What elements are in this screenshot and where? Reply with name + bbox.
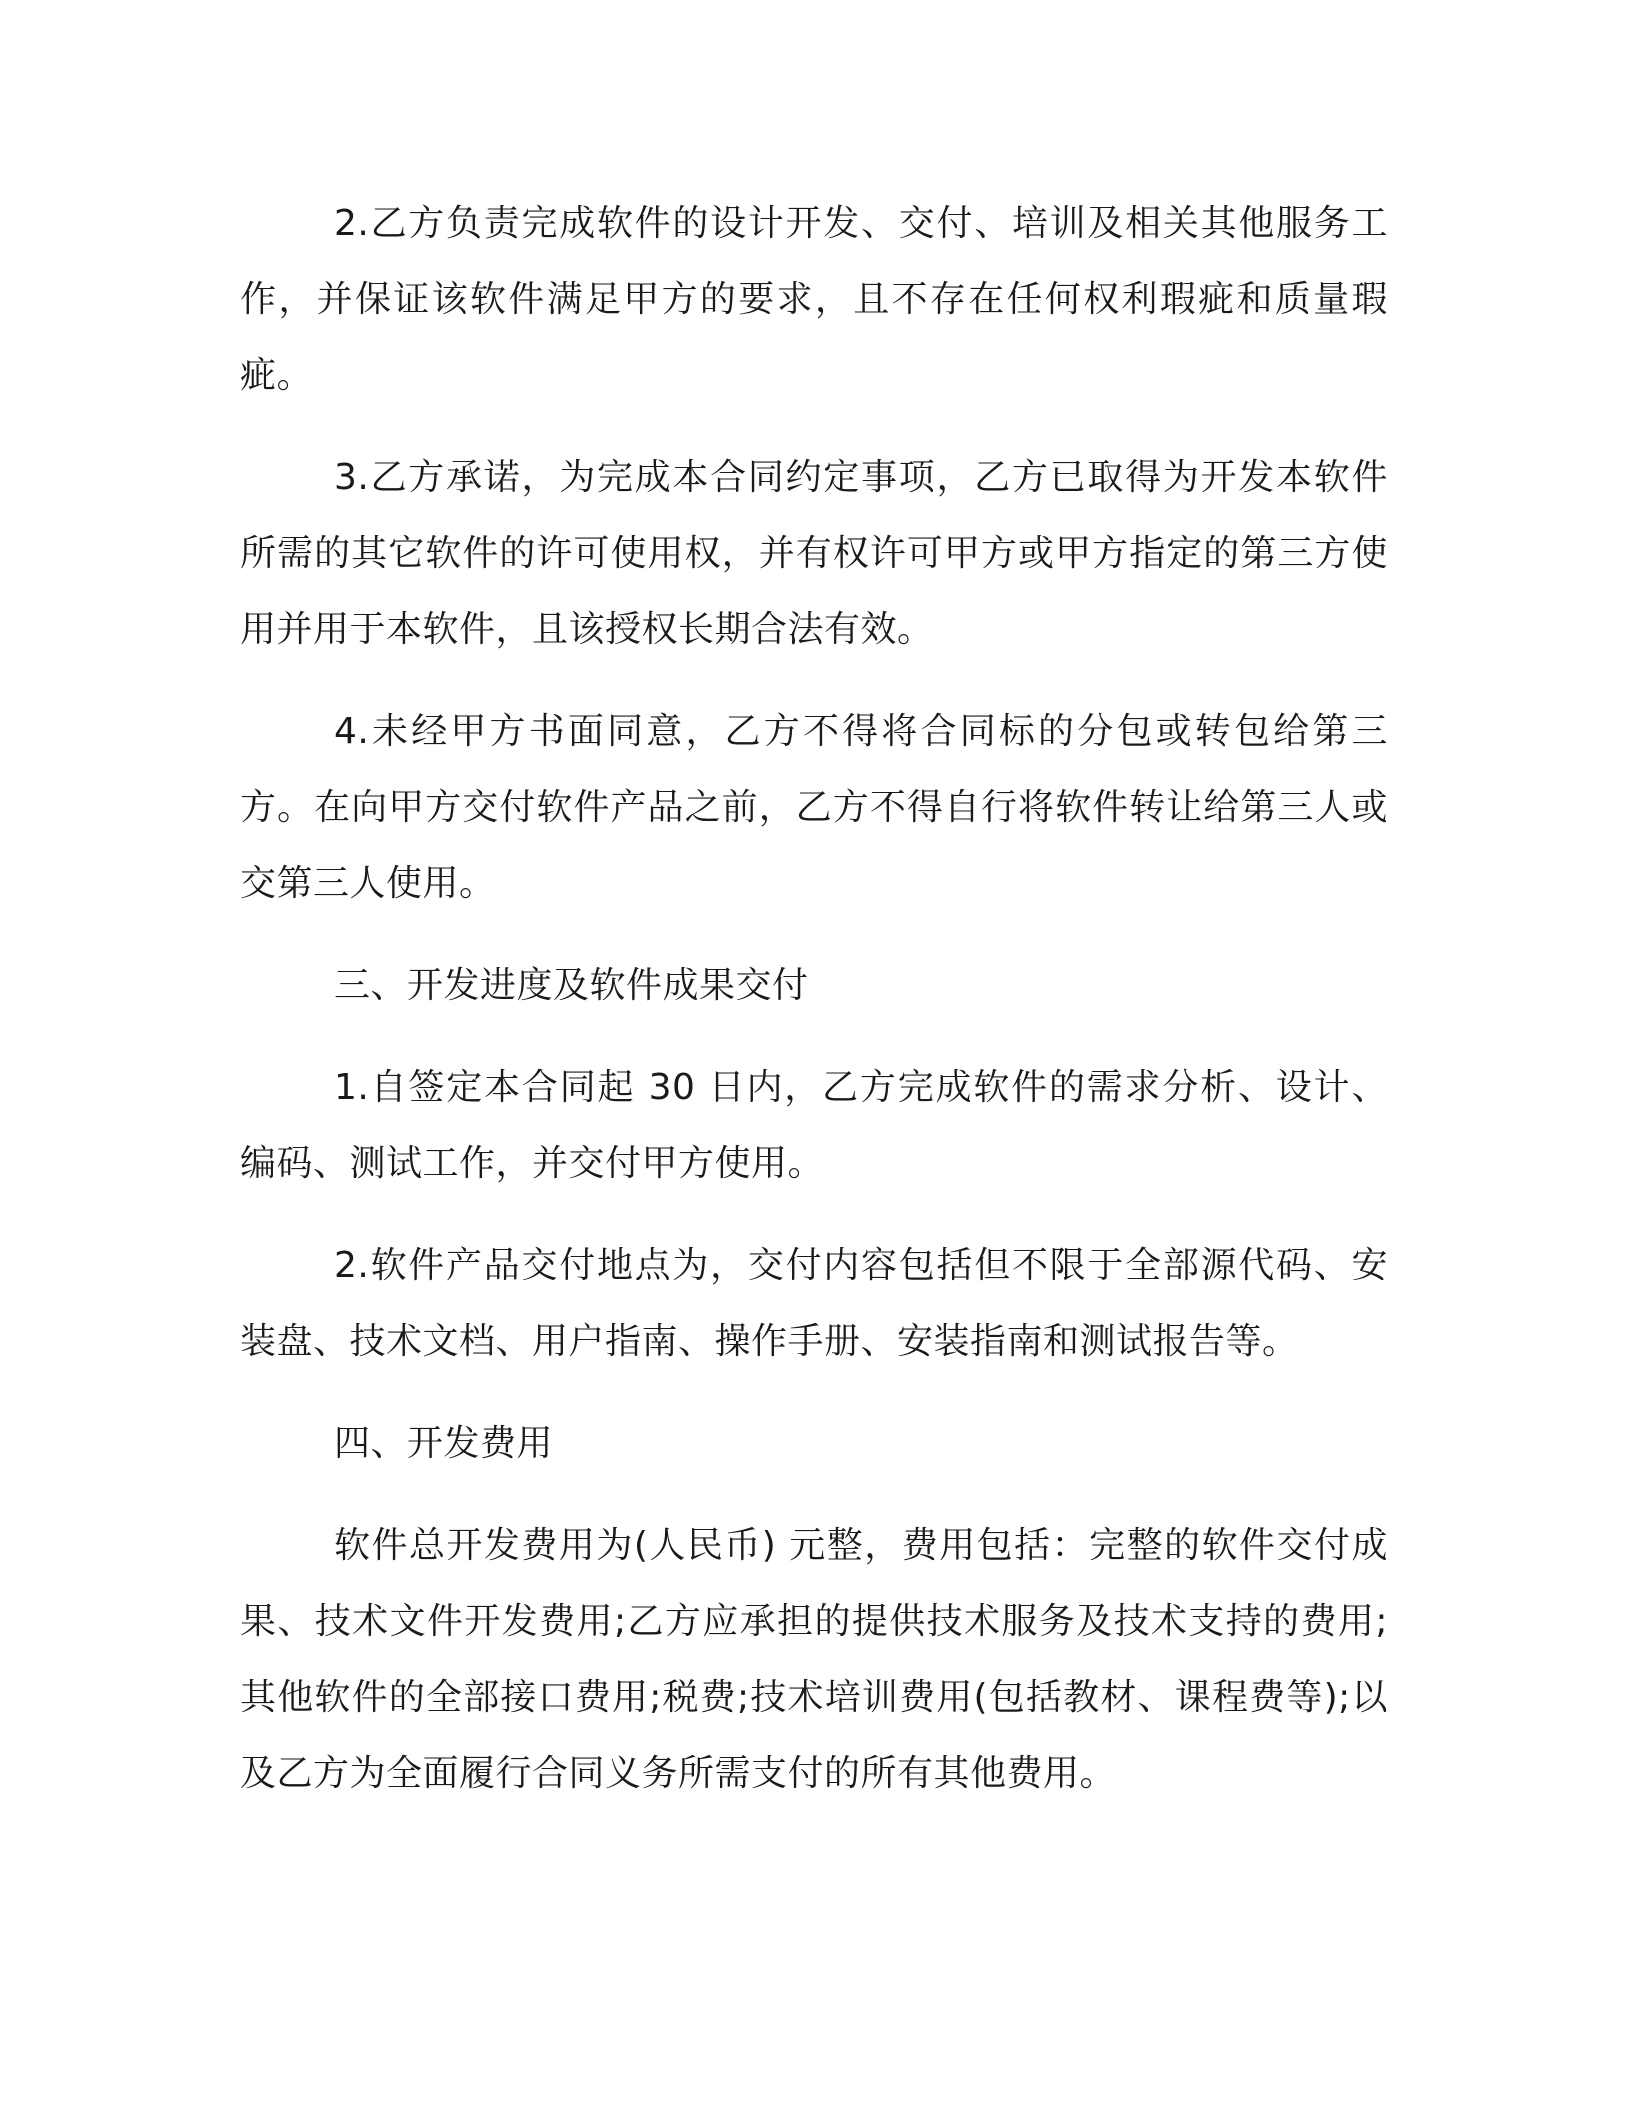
document-body — [240, 186, 1388, 1838]
section-heading-4: 四、开发费用 — [334, 1423, 554, 1464]
paragraph-schedule-2: 2.软件产品交付地点为，交付内容包括但不限于全部源代码、安装盘、技术文档、用户指南、操作手册、安装指南和测试报告等。 — [240, 1245, 1388, 1362]
paragraph-fees: 软件总开发费用为(人民币) 元整，费用包括：完整的软件交付成果、技术文件开发费用;乙方应承担的提供技术服务及技术支持的费用;其他软件的全部接口费用;税费;技术培训费用(包括教材、课程费等);以及乙方为全面履行合同义务所需支付的所有其他费用。 — [240, 1525, 1388, 1794]
paragraph-schedule-1: 1.自签定本合同起 30 日内，乙方完成软件的需求分析、设计、编码、测试工作，并交付甲方使用。 — [240, 1067, 1388, 1184]
section-heading-3: 三、开发进度及软件成果交付 — [334, 965, 809, 1006]
paragraph-obligation-4: 4.未经甲方书面同意，乙方不得将合同标的分包或转包给第三方。在向甲方交付软件产品之前，乙方不得自行将软件转让给第三人或交第三人使用。 — [240, 711, 1388, 904]
paragraph-obligation-2: 2.乙方负责完成软件的设计开发、交付、培训及相关其他服务工作，并保证该软件满足甲方的要求，且不存在任何权利瑕疵和质量瑕疵。 — [240, 203, 1388, 396]
paragraph-obligation-3: 3.乙方承诺，为完成本合同约定事项，乙方已取得为开发本软件所需的其它软件的许可使用权，并有权许可甲方或甲方指定的第三方使用并用于本软件，且该授权长期合法有效。 — [240, 457, 1388, 650]
